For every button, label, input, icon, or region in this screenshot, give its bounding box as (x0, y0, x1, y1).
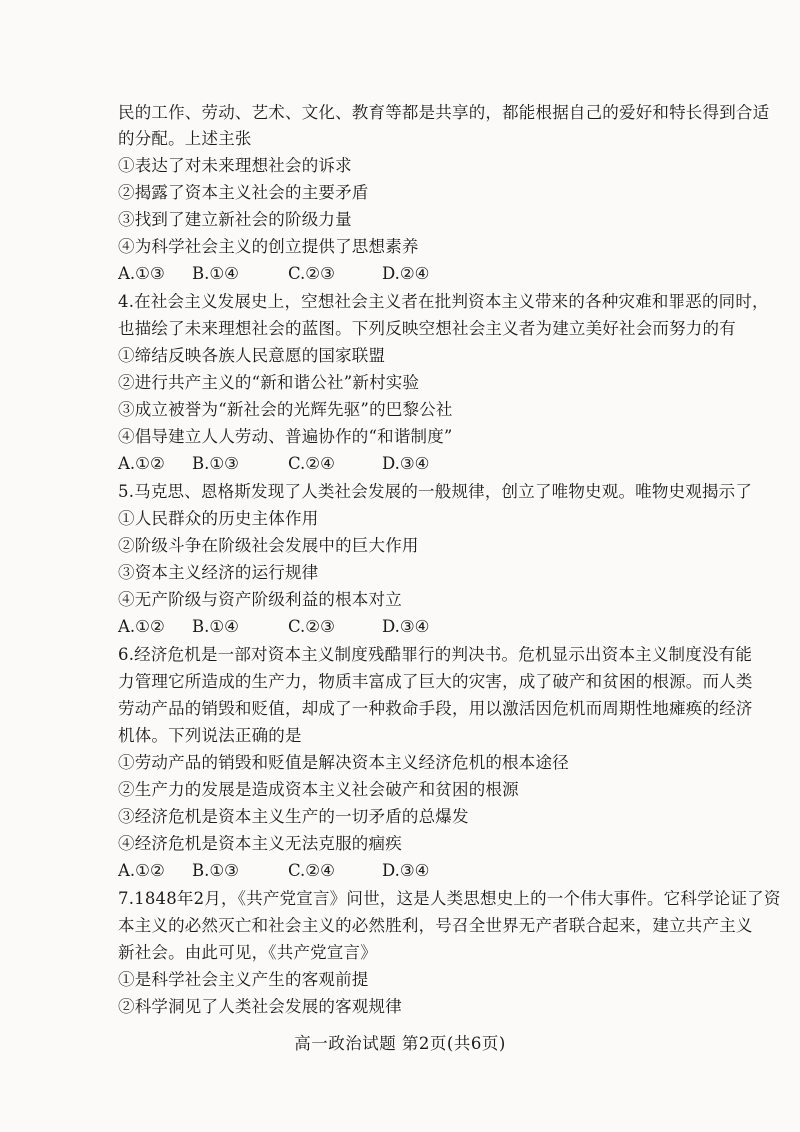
q4-stem-line-2: 也描绘了未来理想社会的蓝图。下列反映空想社会主义者为建立美好社会而努力的有 (118, 319, 736, 338)
q3-choice-c: C.②③ (288, 264, 335, 283)
q3-option-3: ③找到了建立新社会的阶级力量 (118, 210, 352, 229)
q6-option-1: ①劳动产品的销毁和贬值是解决资本主义经济危机的根本途径 (118, 753, 569, 772)
q5-option-2: ②阶级斗争在阶级社会发展中的巨大作用 (118, 536, 419, 555)
q6-stem-line-1: 6.经济危机是一部对资本主义制度残酷罪行的判决书。危机显示出资本主义制度没有能 (118, 645, 753, 664)
q5-option-1: ①人民群众的历史主体作用 (118, 509, 319, 528)
q5-option-3: ③资本主义经济的运行规律 (118, 563, 319, 582)
q3-choice-b: B.①④ (192, 264, 239, 283)
q4-choice-d: D.③④ (382, 454, 430, 473)
q3-stem-line-1: 民的工作、劳动、艺术、文化、教育等都是共享的，都能根据自己的爱好和特长得到合适 (118, 103, 770, 122)
q3-option-4: ④为科学社会主义的创立提供了思想素养 (118, 237, 419, 256)
q4-option-3: ③成立被誉为“新社会的光辉先驱”的巴黎公社 (118, 400, 453, 419)
q4-choice-b: B.①③ (192, 454, 239, 473)
q5-choice-a: A.①② (118, 617, 165, 636)
q6-choice-c: C.②④ (288, 861, 335, 880)
q4-option-4: ④倡导建立人人劳动、普遍协作的“和谐制度” (118, 427, 453, 446)
q5-stem-line-1: 5.马克思、恩格斯发现了人类社会发展的一般规律，创立了唯物史观。唯物史观揭示了 (118, 482, 753, 501)
q6-stem-line-3: 劳动产品的销毁和贬值，却成了一种救命手段，用以激活因危机而周期性地瘫痪的经济 (118, 699, 753, 718)
q7-option-1: ①是科学社会主义产生的客观前提 (118, 970, 369, 989)
q6-option-3: ③经济危机是资本主义生产的一切矛盾的总爆发 (118, 807, 469, 826)
q4-choice-a: A.①② (118, 454, 165, 473)
q5-option-4: ④无产阶级与资产阶级利益的根本对立 (118, 590, 402, 609)
q3-option-1: ①表达了对未来理想社会的诉求 (118, 156, 352, 175)
q6-option-2: ②生产力的发展是造成资本主义社会破产和贫困的根源 (118, 780, 519, 799)
q3-stem-line-2: 的分配。上述主张 (118, 129, 252, 148)
q4-option-2: ②进行共产主义的“新和谐公社”新村实验 (118, 373, 420, 392)
q4-stem-line-1: 4.在社会主义发展史上，空想社会主义者在批判资本主义带来的各种灾难和罪恶的同时， (118, 292, 769, 311)
q7-stem-line-1: 7.1848年2月，《共产党宣言》问世，这是人类思想史上的一个伟大事件。它科学论证了资 (118, 889, 781, 908)
q4-option-1: ①缔结反映各族人民意愿的国家联盟 (118, 346, 386, 365)
q6-stem-line-2: 力管理它所造成的生产力，物质丰富成了巨大的灾害，成了破产和贫困的根源。而人类 (118, 672, 753, 691)
q7-option-2: ②科学洞见了人类社会发展的客观规律 (118, 997, 402, 1016)
q3-choice-a: A.①③ (118, 264, 165, 283)
q5-choice-b: B.①④ (192, 617, 239, 636)
q5-choice-d: D.③④ (382, 617, 430, 636)
q6-stem-line-4: 机体。下列说法正确的是 (118, 726, 302, 745)
q6-choice-a: A.①② (118, 861, 165, 880)
q3-option-2: ②揭露了资本主义社会的主要矛盾 (118, 183, 369, 202)
q4-choice-c: C.②④ (288, 454, 335, 473)
q6-option-4: ④经济危机是资本主义无法克服的痼疾 (118, 834, 402, 853)
page-footer: 高一政治试题 第2页(共6页) (294, 1034, 506, 1053)
q7-stem-line-2: 本主义的必然灭亡和社会主义的必然胜利，号召全世界无产者联合起来，建立共产主义 (118, 916, 753, 935)
q6-choice-d: D.③④ (382, 861, 430, 880)
q3-choice-d: D.②④ (382, 264, 430, 283)
q7-stem-line-3: 新社会。由此可见，《共产党宣言》 (118, 943, 377, 962)
q6-choice-b: B.①③ (192, 861, 239, 880)
q5-choice-c: C.②③ (288, 617, 335, 636)
